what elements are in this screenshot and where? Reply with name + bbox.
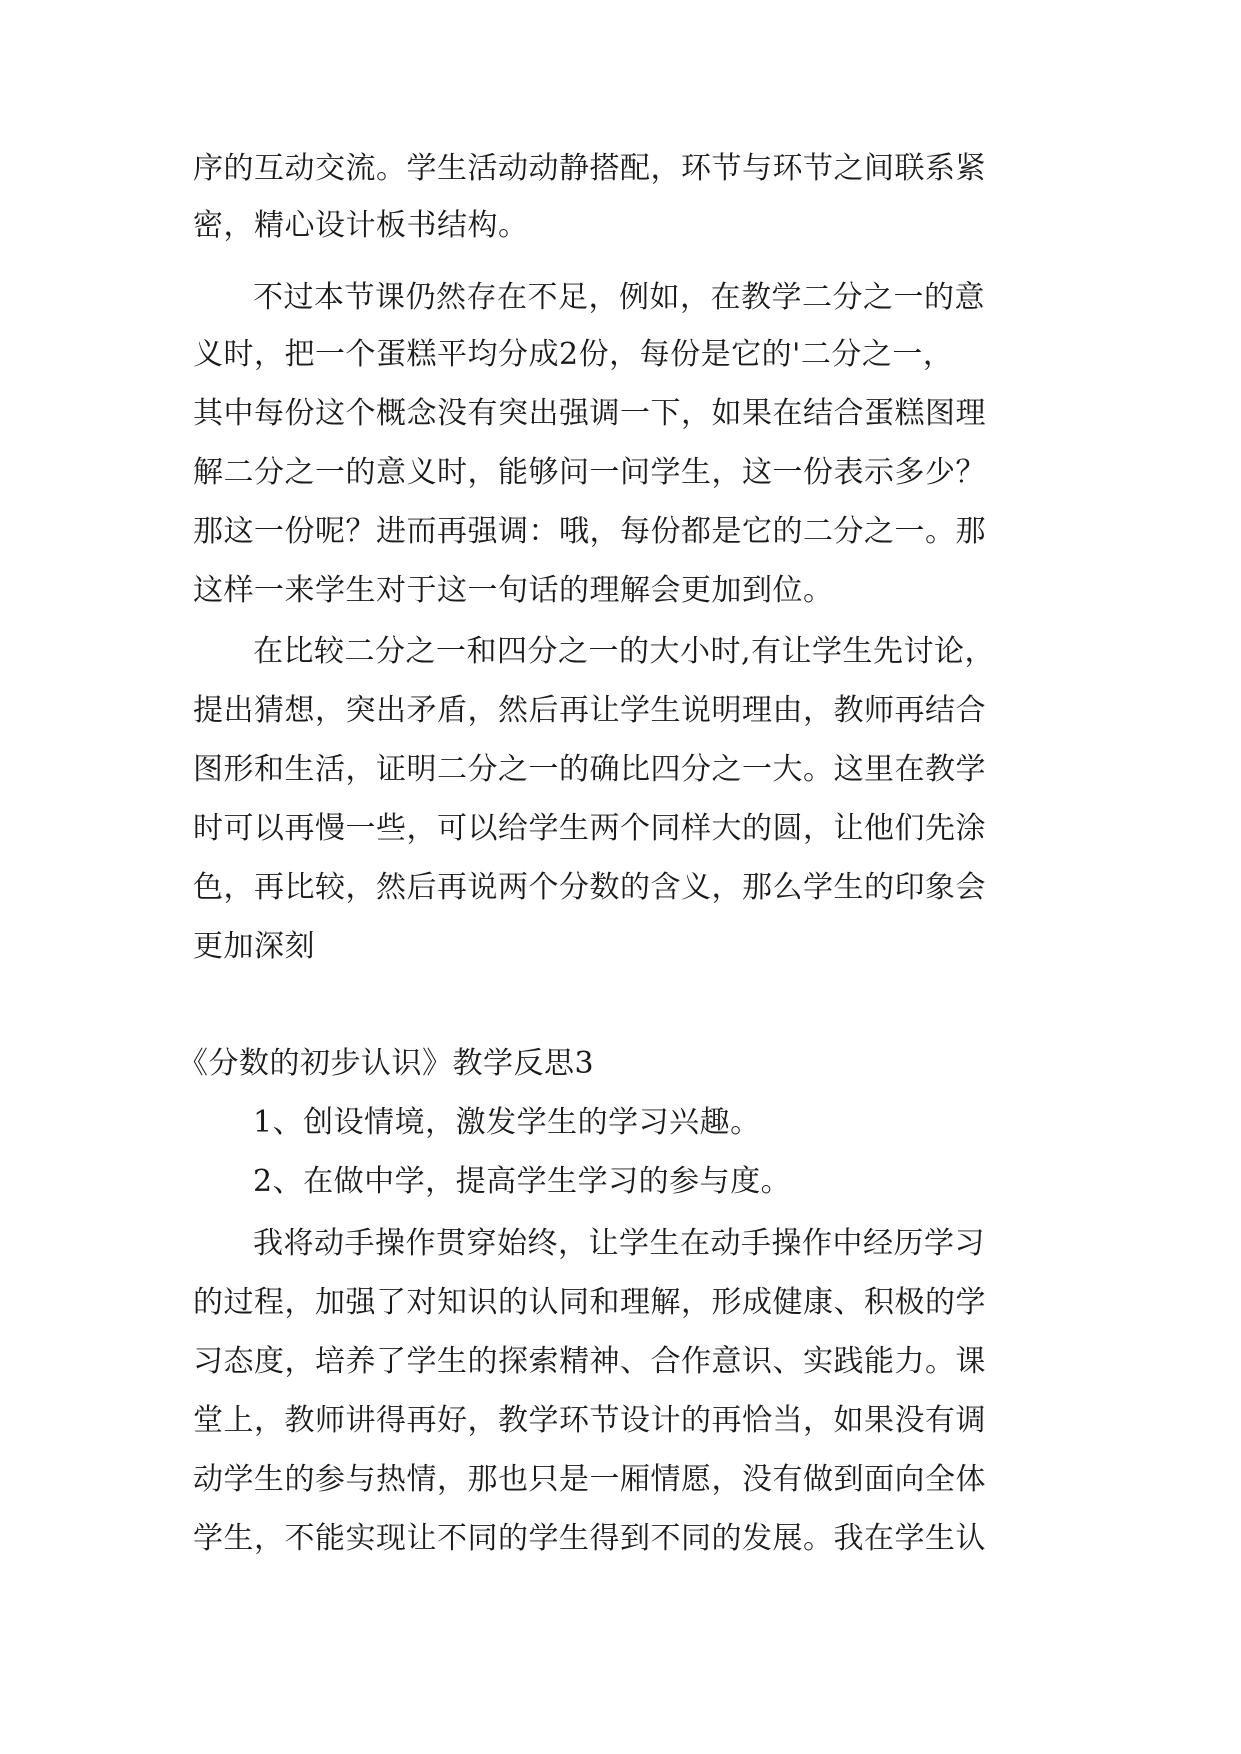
paragraph-line: 序的互动交流。学生活动动静搭配，环节与环节之间联系紧 — [193, 151, 986, 186]
paragraph-line: 动学生的参与热情，那也只是一厢情愿，没有做到面向全体 — [193, 1462, 986, 1497]
paragraph-line: 解二分之一的意义时，能够问一问学生，这一份表示多少？ — [193, 455, 986, 490]
paragraph-line: 义时，把一个蛋糕平均分成2份，每份是它的'二分之一， — [193, 337, 954, 372]
paragraph-line: 提出猜想，突出矛盾，然后再让学生说明理由，教师再结合 — [193, 693, 986, 728]
paragraph-line: 图形和生活，证明二分之一的确比四分之一大。这里在教学 — [193, 752, 986, 787]
section-heading: 《分数的初步认识》教学反思3 — [178, 1046, 595, 1081]
paragraph-line: 那这一份呢？进而再强调：哦，每份都是它的二分之一。那 — [193, 514, 986, 549]
paragraph-line: 堂上，教师讲得再好，教学环节设计的再恰当，如果没有调 — [193, 1403, 986, 1438]
paragraph-line: 的过程，加强了对知识的认同和理解，形成健康、积极的学 — [193, 1285, 986, 1320]
list-item: 2、在做中学，提高学生学习的参与度。 — [253, 1164, 792, 1199]
paragraph-line: 更加深刻 — [193, 929, 315, 964]
list-item: 1、创设情境，激发学生的学习兴趣。 — [253, 1105, 761, 1140]
paragraph-line: 学生，不能实现让不同的学生得到不同的发展。我在学生认 — [193, 1521, 986, 1556]
paragraph-line: 时可以再慢一些，可以给学生两个同样大的圆，让他们先涂 — [193, 811, 986, 846]
paragraph-line: 这样一来学生对于这一句话的理解会更加到位。 — [193, 573, 834, 608]
paragraph-line: 我将动手操作贯穿始终，让学生在动手操作中经历学习 — [253, 1226, 985, 1261]
paragraph-line: 色，再比较，然后再说两个分数的含义，那么学生的印象会 — [193, 870, 986, 905]
paragraph-line: 不过本节课仍然存在不足，例如，在教学二分之一的意 — [253, 280, 985, 315]
paragraph-line: 其中每份这个概念没有突出强调一下，如果在结合蛋糕图理 — [193, 396, 986, 431]
paragraph-line: 在比较二分之一和四分之一的大小时,有让学生先讨论， — [253, 634, 996, 669]
paragraph-line: 密，精心设计板书结构。 — [193, 208, 529, 243]
paragraph-line: 习态度，培养了学生的探索精神、合作意识、实践能力。课 — [193, 1344, 986, 1379]
